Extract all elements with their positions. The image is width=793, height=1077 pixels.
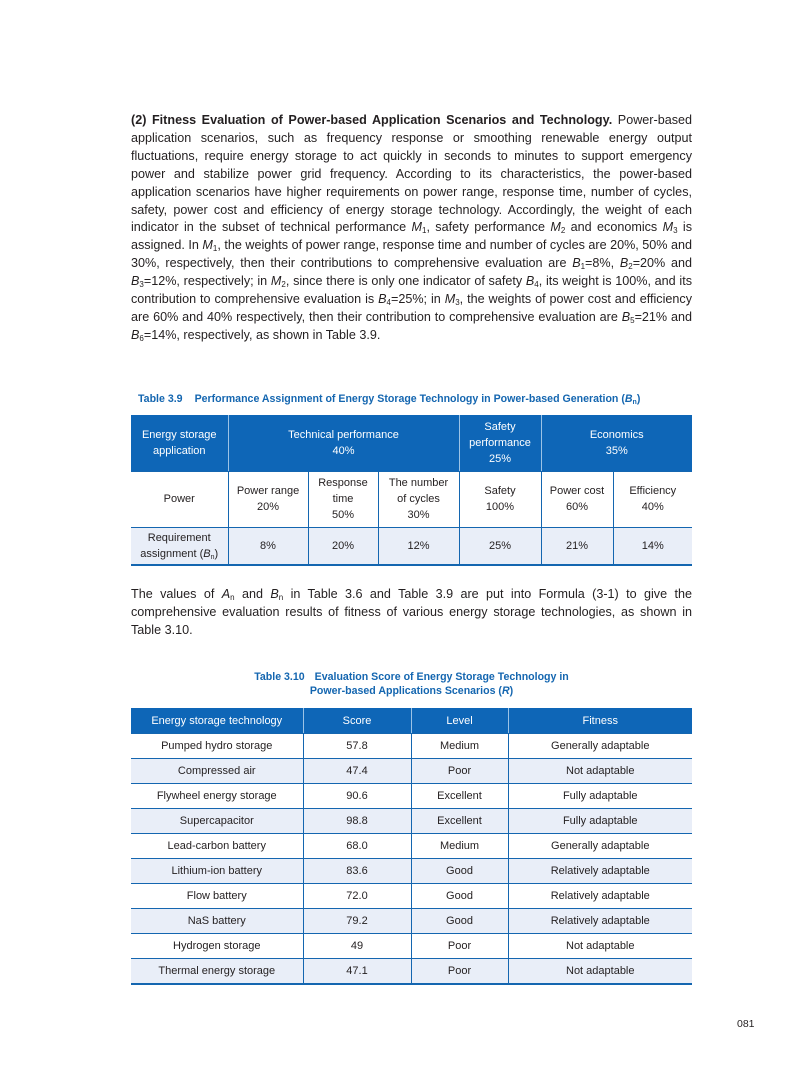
cell-level: Poor bbox=[411, 934, 508, 959]
cell-line: Requirement bbox=[147, 531, 211, 544]
cell-score: 47.4 bbox=[303, 759, 411, 784]
cell-score: 57.8 bbox=[303, 734, 411, 759]
body-paragraph-formula bbox=[131, 586, 692, 640]
caption-text: Performance Assignment of Energy Storage Technology in Power-based Generation ( bbox=[194, 393, 625, 405]
header-technical-performance bbox=[228, 415, 459, 471]
weight-response-time bbox=[308, 471, 378, 527]
header-line: Economics bbox=[589, 428, 644, 441]
cell-level: Medium bbox=[411, 834, 508, 859]
text-span: , the weights of power cost and efficiency are 60% and 40% respectively, then their contribution to comprehensive evaluation are bbox=[131, 292, 692, 324]
cell-technology: Flywheel energy storage bbox=[131, 784, 303, 809]
subscript: 3 bbox=[673, 226, 678, 236]
cell-technology: Thermal energy storage bbox=[131, 959, 303, 985]
caption-number: Table 3.9 bbox=[138, 393, 183, 405]
text-span: is assigned. In bbox=[131, 220, 693, 253]
symbol-B: B bbox=[619, 256, 629, 271]
cell-line: 30% bbox=[407, 509, 430, 521]
cell-line: 20% bbox=[256, 501, 280, 513]
table-row bbox=[131, 759, 692, 784]
subscript: n bbox=[632, 399, 637, 406]
table-row bbox=[131, 859, 692, 884]
subscript: 2 bbox=[281, 280, 286, 290]
column-header: Energy storage technology bbox=[131, 708, 303, 734]
section-heading: (2) Fitness Evaluation of Power-based Application Scenarios and Technology. bbox=[131, 113, 613, 127]
cell-line: 40% bbox=[641, 501, 664, 513]
weight-power-cost bbox=[541, 471, 613, 527]
subscript: 1 bbox=[580, 262, 586, 272]
symbol-M: M bbox=[444, 292, 456, 307]
cell-fitness: Generally adaptable bbox=[508, 834, 692, 859]
symbol-M: M bbox=[411, 220, 422, 235]
table-row bbox=[131, 909, 692, 934]
req-value: 25% bbox=[459, 527, 541, 565]
cell-line: ) bbox=[214, 547, 219, 560]
header-line: 25% bbox=[488, 452, 512, 465]
cell-line: 60% bbox=[565, 501, 589, 513]
symbol-B: B bbox=[131, 274, 140, 289]
cell-fitness: Not adaptable bbox=[508, 934, 692, 959]
symbol-M: M bbox=[662, 220, 674, 235]
cell-fitness: Generally adaptable bbox=[508, 734, 692, 759]
cell-technology: Lithium-ion battery bbox=[131, 859, 303, 884]
cell-line: Safety bbox=[484, 485, 516, 497]
header-application bbox=[131, 415, 228, 471]
table-row bbox=[131, 834, 692, 859]
weight-power-range bbox=[228, 471, 308, 527]
table-3-9-caption bbox=[138, 392, 698, 406]
cell-fitness: Fully adaptable bbox=[508, 809, 692, 834]
cell-level: Excellent bbox=[411, 809, 508, 834]
req-value: 20% bbox=[308, 527, 378, 565]
cell-score: 90.6 bbox=[303, 784, 411, 809]
cell-level: Good bbox=[411, 884, 508, 909]
subscript: 2 bbox=[628, 262, 633, 272]
cell-level: Poor bbox=[411, 959, 508, 985]
req-value: 21% bbox=[541, 527, 613, 565]
header-economics bbox=[541, 415, 692, 471]
symbol-M: M bbox=[202, 238, 213, 253]
column-header: Level bbox=[411, 708, 508, 734]
cell-level: Poor bbox=[411, 759, 508, 784]
symbol-B: B bbox=[203, 547, 211, 560]
text-span: =14%, respectively, as shown in Table 3.9. bbox=[143, 327, 381, 342]
cell-level: Good bbox=[411, 909, 508, 934]
cell-line: 50% bbox=[331, 509, 355, 521]
caption-text: Power-based Applications Scenarios ( bbox=[309, 685, 502, 697]
cell-line: assignment ( bbox=[140, 547, 204, 560]
cell-technology: NaS battery bbox=[131, 909, 303, 934]
text-span: and bbox=[234, 587, 271, 601]
table-3-10-caption bbox=[131, 670, 692, 698]
weight-safety bbox=[459, 471, 541, 527]
symbol-B: B bbox=[525, 274, 535, 289]
text-span: =20% and bbox=[632, 256, 692, 271]
header-line: Safety bbox=[484, 420, 516, 433]
subscript: 4 bbox=[386, 298, 391, 308]
req-value: 14% bbox=[613, 527, 692, 565]
subscript: 4 bbox=[534, 280, 539, 290]
cell-fitness: Not adaptable bbox=[508, 759, 692, 784]
header-line: 40% bbox=[332, 444, 355, 457]
cell-fitness: Relatively adaptable bbox=[508, 909, 692, 934]
symbol-B: B bbox=[621, 309, 631, 324]
text-span: =25%; in bbox=[391, 292, 445, 307]
column-header: Score bbox=[303, 708, 411, 734]
cell-score: 79.2 bbox=[303, 909, 411, 934]
header-line: Energy storage bbox=[141, 428, 217, 441]
page-number: 081 bbox=[737, 1018, 755, 1030]
body-paragraph-fitness-evaluation bbox=[131, 112, 692, 345]
symbol-A: A bbox=[221, 587, 231, 601]
cell-score: 68.0 bbox=[303, 834, 411, 859]
cell-level: Good bbox=[411, 859, 508, 884]
weights-row bbox=[131, 471, 692, 527]
cell-line: Efficiency bbox=[629, 485, 677, 497]
cell-line: The number bbox=[388, 477, 449, 489]
text-span: , safety performance bbox=[426, 220, 551, 235]
subscript: 3 bbox=[139, 280, 144, 290]
row-label-power: Power bbox=[131, 471, 228, 527]
subscript: 1 bbox=[212, 244, 218, 254]
cell-technology: Supercapacitor bbox=[131, 809, 303, 834]
evaluation-score-table bbox=[131, 708, 692, 985]
cell-line: Power cost bbox=[549, 485, 605, 497]
symbol-B: B bbox=[270, 587, 279, 601]
cell-line: Response bbox=[318, 477, 368, 489]
text-span: Power-based application scenarios, such as frequency response or smoothing renewable energy output fluctuations, require energy storage to act quickly in seconds to minutes to support emergency power and stabilize power grid frequency. According to its characteristics, the power-based application scenarios have higher requirements on power range, response time, number of cycles, safety, power cost and efficiency of energy storage technology. Accordingly, the weight of each indicator in the subset of technical performance bbox=[131, 113, 693, 235]
subscript: 6 bbox=[139, 333, 144, 343]
caption-end: ) bbox=[636, 393, 641, 405]
subscript: 2 bbox=[560, 226, 566, 236]
symbol-R: R bbox=[501, 685, 510, 697]
cell-technology: Pumped hydro storage bbox=[131, 734, 303, 759]
cell-score: 83.6 bbox=[303, 859, 411, 884]
cell-line: time bbox=[332, 493, 354, 505]
table-row bbox=[131, 784, 692, 809]
caption-text: Evaluation Score of Energy Storage Technology in bbox=[314, 671, 569, 683]
column-header: Fitness bbox=[508, 708, 692, 734]
cell-level: Medium bbox=[411, 734, 508, 759]
performance-assignment-table bbox=[131, 415, 692, 566]
text-span: The values of bbox=[131, 587, 222, 601]
table-row bbox=[131, 934, 692, 959]
text-span: =21% and bbox=[634, 309, 692, 324]
subscript: 5 bbox=[630, 315, 635, 325]
symbol-B: B bbox=[572, 256, 581, 271]
cell-score: 72.0 bbox=[303, 884, 411, 909]
text-span: , since there is only one indicator of safety bbox=[285, 274, 526, 289]
symbol-B: B bbox=[378, 292, 387, 307]
caption-end: ) bbox=[509, 685, 514, 697]
text-span: and economics bbox=[565, 220, 663, 235]
subscript: 1 bbox=[421, 226, 427, 236]
cell-technology: Flow battery bbox=[131, 884, 303, 909]
cell-fitness: Relatively adaptable bbox=[508, 859, 692, 884]
row-label-requirement bbox=[131, 527, 228, 565]
table-header-row bbox=[131, 708, 692, 734]
subscript: 3 bbox=[455, 298, 460, 308]
cell-score: 49 bbox=[303, 934, 411, 959]
header-line: Technical performance bbox=[288, 428, 399, 441]
cell-score: 98.8 bbox=[303, 809, 411, 834]
requirement-assignment-row bbox=[131, 527, 692, 565]
cell-fitness: Not adaptable bbox=[508, 959, 692, 985]
cell-level: Excellent bbox=[411, 784, 508, 809]
text-span: =8%, bbox=[585, 256, 620, 271]
cell-score: 47.1 bbox=[303, 959, 411, 985]
subscript: n bbox=[210, 553, 215, 561]
header-line: 35% bbox=[605, 444, 628, 457]
cell-line: Power range bbox=[236, 485, 300, 497]
header-safety-performance bbox=[459, 415, 541, 471]
text-span: , the weights of power range, response time and number of cycles are 20%, 50% and 30%, respectively, then their contributions to comprehensive evaluation are bbox=[131, 238, 693, 271]
subscript: n bbox=[278, 593, 284, 602]
text-span: =12%, respectively; in bbox=[143, 274, 271, 289]
symbol-M: M bbox=[270, 274, 282, 289]
symbol-B: B bbox=[624, 393, 633, 405]
caption-number: Table 3.10 bbox=[254, 671, 305, 683]
cell-line: of cycles bbox=[397, 493, 440, 505]
header-line: performance bbox=[469, 436, 531, 449]
cell-line: 100% bbox=[485, 501, 515, 513]
table-row bbox=[131, 884, 692, 909]
symbol-M: M bbox=[550, 220, 561, 235]
cell-technology: Compressed air bbox=[131, 759, 303, 784]
req-value: 12% bbox=[378, 527, 459, 565]
table-header-row bbox=[131, 415, 692, 471]
header-line: application bbox=[152, 444, 206, 457]
req-value: 8% bbox=[228, 527, 308, 565]
subscript: n bbox=[230, 593, 235, 602]
text-span: , its weight is 100%, and its contribution to comprehensive evaluation is bbox=[131, 274, 692, 307]
cell-fitness: Relatively adaptable bbox=[508, 884, 692, 909]
cell-fitness: Fully adaptable bbox=[508, 784, 692, 809]
table-row bbox=[131, 809, 692, 834]
table-row bbox=[131, 959, 692, 985]
cell-technology: Hydrogen storage bbox=[131, 934, 303, 959]
weight-efficiency bbox=[613, 471, 692, 527]
text-span: in Table 3.6 and Table 3.9 are put into Formula (3-1) to give the comprehensive evaluation results of fitness of various energy storage technologies, as shown in Table 3.10. bbox=[131, 587, 692, 637]
table-row bbox=[131, 734, 692, 759]
symbol-B: B bbox=[131, 327, 140, 342]
cell-technology: Lead-carbon battery bbox=[131, 834, 303, 859]
weight-number-of-cycles bbox=[378, 471, 459, 527]
